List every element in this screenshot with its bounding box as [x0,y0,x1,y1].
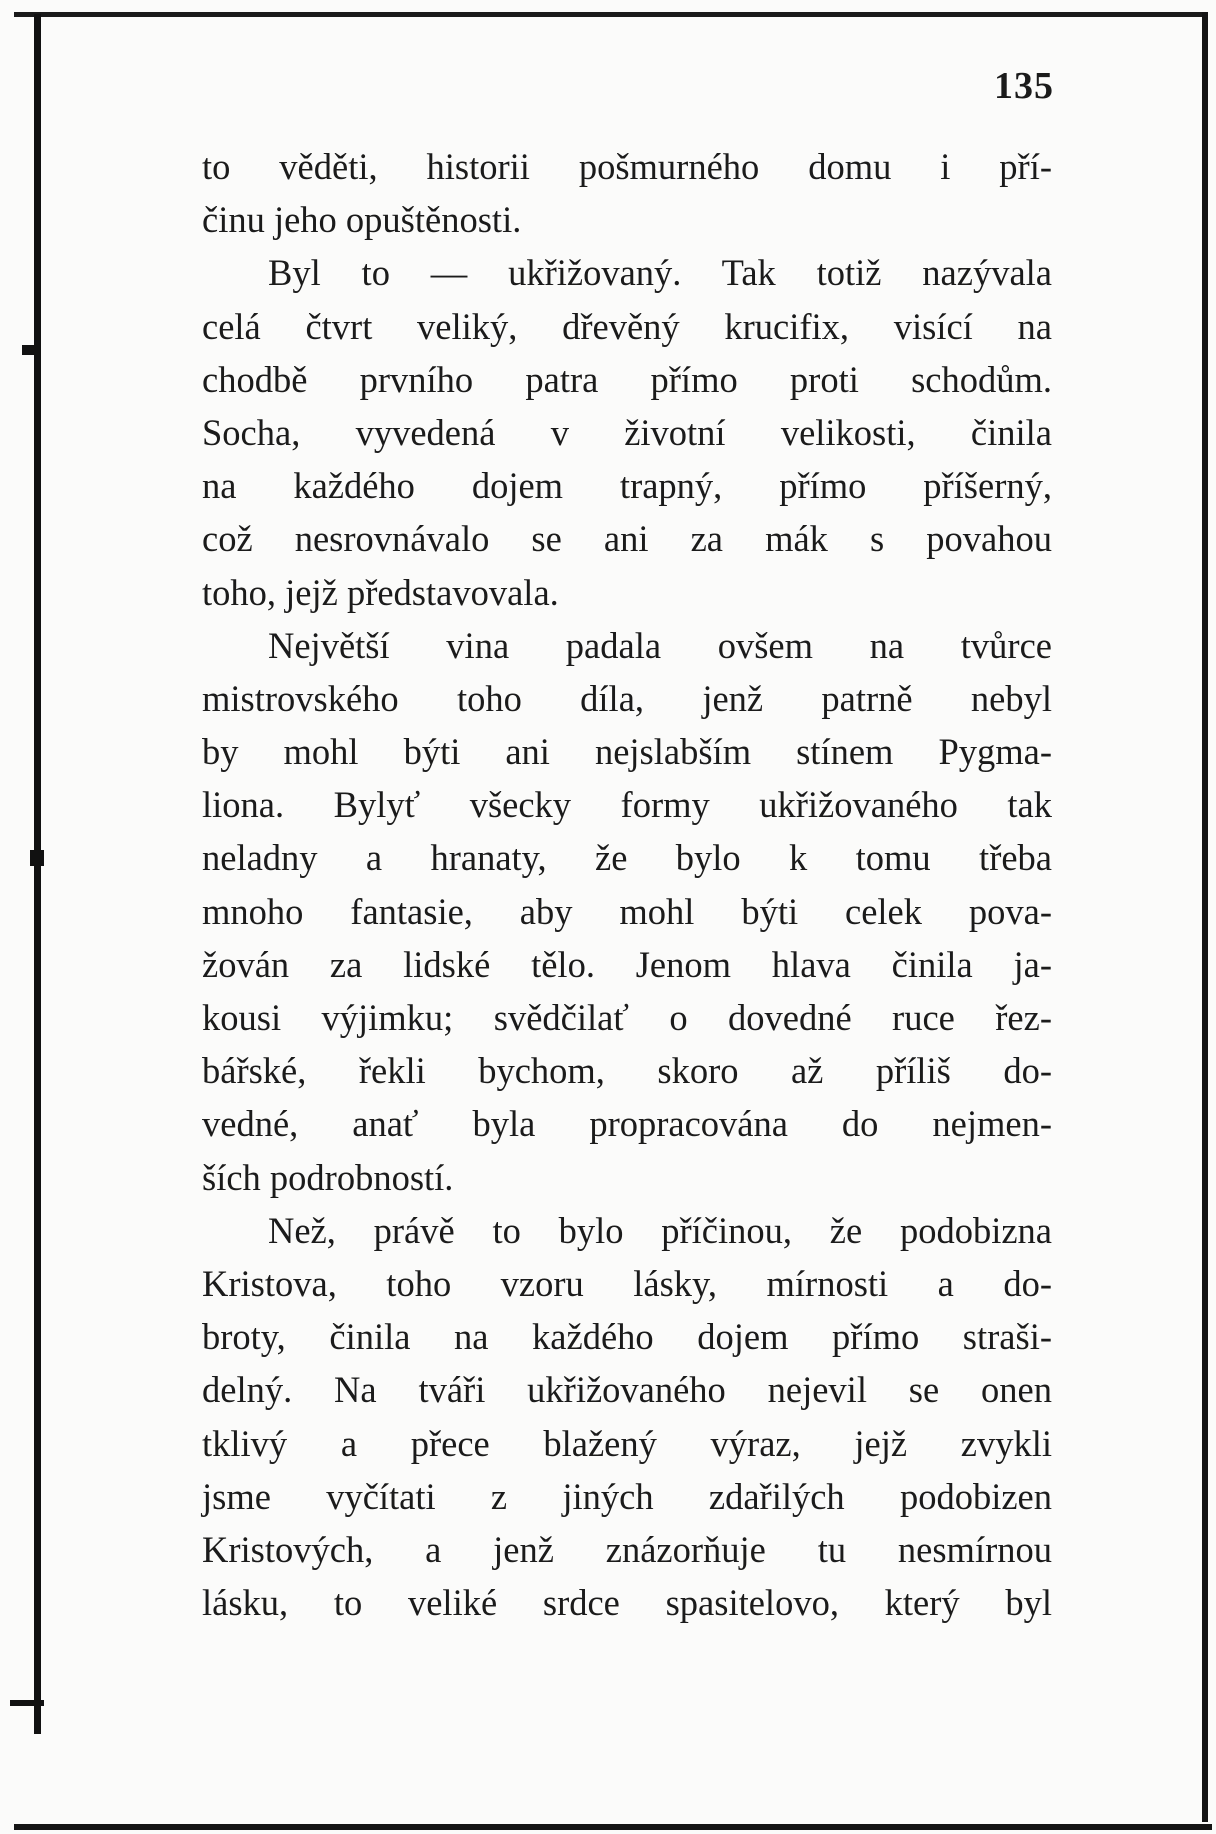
text-line: jsme vyčítati z jiných zdařilých podobizen [202,1475,1052,1517]
text-line: mistrovského toho díla, jenž patrně nebyl [202,677,1052,719]
page-edge-top [14,12,1202,17]
text-line: kousi výjimku; svědčilať o dovedné ruce řez- [202,997,1052,1038]
text-line: Kristova, toho vzoru lásky, mírnosti a do- [202,1262,1052,1304]
text-line: Než, právě to bylo příčinou, že podobizna [268,1209,1052,1251]
page-edge-right [1202,12,1208,1822]
text-line: chodbě prvního patra přímo proti schodům. [202,358,1052,400]
binding-mark [10,1700,44,1706]
text-line: Byl to — ukřižovaný. Tak totiž nazývala [268,252,1052,294]
text-line: bářské, řekli bychom, skoro až příliš do- [202,1050,1052,1092]
text-line: což nesrovnávalo se ani za mák s povahou [202,518,1052,560]
text-line: lásku, to veliké srdce spasitelovo, který byl [202,1582,1052,1624]
binding-mark [30,850,44,866]
text-line: činu jeho opuštěnosti. [202,199,522,241]
binding-mark [34,14,41,1734]
binding-mark [22,345,36,355]
text-line: to věděti, historii pošmurného domu i pří- [202,146,1052,187]
body-text [202,140,1052,1629]
text-line: delný. Na tváři ukřižovaného nejevil se onen [202,1369,1052,1411]
text-line: toho, jejž představovala. [202,571,559,613]
text-line: Největší vina padala ovšem na tvůrce [268,624,1052,666]
text-line: celá čtvrt veliký, dřevěný krucifix, visící na [202,305,1052,347]
text-line: broty, činila na každého dojem přímo straši- [202,1316,1052,1358]
text-line: mnoho fantasie, aby mohl býti celek pova- [202,890,1052,932]
text-line: neladny a hranaty, že bylo k tomu třeba [202,837,1052,879]
page-number: 135 [994,65,1054,107]
text-line: vedné, anať byla propracována do nejmen- [202,1103,1052,1145]
text-line: žován za lidské tělo. Jenom hlava činila ja- [202,943,1052,985]
text-line: tklivý a přece blažený výraz, jejž zvykli [202,1422,1052,1464]
text-line: liona. Bylyť všecky formy ukřižovaného tak [202,784,1052,826]
page-edge-bottom [14,1824,1212,1830]
text-line: by mohl býti ani nejslabším stínem Pygma- [202,731,1052,773]
text-line: Kristových, a jenž znázorňuje tu nesmírnou [202,1528,1052,1570]
text-line: Socha, vyvedená v životní velikosti, činila [202,411,1052,453]
text-line: na každého dojem trapný, přímo příšerný, [202,465,1052,507]
text-line: ších podrobností. [202,1156,454,1198]
